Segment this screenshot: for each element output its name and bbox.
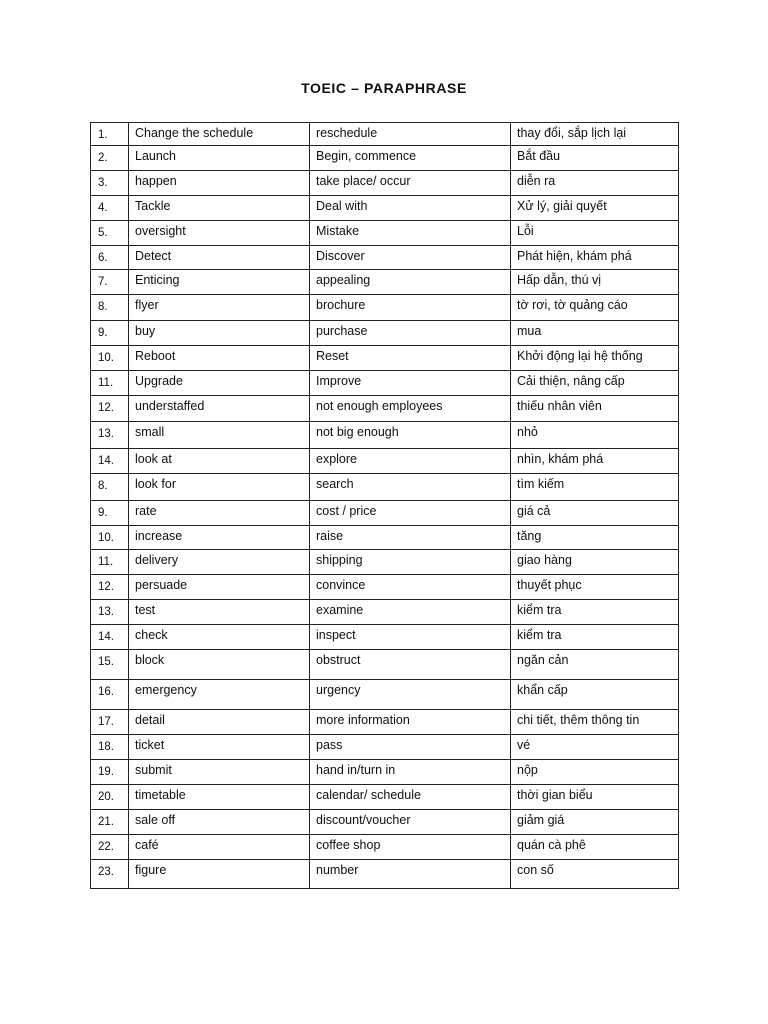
meaning-cell: thuyết phục [511,575,679,600]
table-row [91,575,679,600]
meaning-cell: nộp [511,760,679,785]
word-cell: happen [129,171,310,196]
table-row [91,550,679,575]
meaning-cell: Phát hiện, khám phá [511,246,679,270]
meaning-cell: giá cả [511,501,679,526]
row-number: 5. [91,221,129,246]
meaning-cell: chi tiết, thêm thông tin [511,710,679,735]
meaning-cell: kiểm tra [511,625,679,650]
meaning-cell: nhỏ [511,422,679,449]
synonym-cell: take place/ occur [310,171,511,196]
row-number: 18. [91,735,129,760]
row-number: 13. [91,600,129,625]
word-cell: ticket [129,735,310,760]
word-cell: café [129,835,310,860]
word-cell: Tackle [129,196,310,221]
synonym-cell: appealing [310,270,511,295]
meaning-cell: mua [511,321,679,346]
table-row [91,710,679,735]
table-row [91,760,679,785]
meaning-cell: nhìn, khám phá [511,449,679,474]
table-row [91,680,679,710]
word-cell: figure [129,860,310,889]
word-cell: Detect [129,246,310,270]
meaning-cell: ngăn cản [511,650,679,680]
table-row [91,600,679,625]
synonym-cell: purchase [310,321,511,346]
meaning-cell: Cải thiện, nâng cấp [511,371,679,396]
row-number: 13. [91,422,129,449]
synonym-cell: calendar/ schedule [310,785,511,810]
row-number: 22. [91,835,129,860]
table-row [91,625,679,650]
table-row [91,123,679,146]
row-number: 3. [91,171,129,196]
table-row [91,810,679,835]
synonym-cell: discount/voucher [310,810,511,835]
word-cell: persuade [129,575,310,600]
table-row [91,270,679,295]
word-cell: Change the schedule [129,123,310,146]
synonym-cell: Mistake [310,221,511,246]
table-row [91,860,679,889]
synonym-cell: number [310,860,511,889]
synonym-cell: inspect [310,625,511,650]
table-row [91,835,679,860]
word-cell: delivery [129,550,310,575]
table-row [91,321,679,346]
synonym-cell: brochure [310,295,511,321]
synonym-cell: reschedule [310,123,511,146]
synonym-cell: Improve [310,371,511,396]
synonym-cell: Discover [310,246,511,270]
table-row [91,735,679,760]
synonym-cell: raise [310,526,511,550]
row-number: 14. [91,449,129,474]
word-cell: emergency [129,680,310,710]
synonym-cell: more information [310,710,511,735]
row-number: 8. [91,474,129,501]
meaning-cell: giảm giá [511,810,679,835]
row-number: 21. [91,810,129,835]
synonym-cell: convince [310,575,511,600]
row-number: 7. [91,270,129,295]
meaning-cell: tìm kiếm [511,474,679,501]
synonym-cell: Deal with [310,196,511,221]
word-cell: check [129,625,310,650]
table-row [91,422,679,449]
word-cell: detail [129,710,310,735]
synonym-cell: urgency [310,680,511,710]
meaning-cell: thời gian biểu [511,785,679,810]
row-number: 12. [91,396,129,422]
table-row [91,474,679,501]
word-cell: look at [129,449,310,474]
word-cell: buy [129,321,310,346]
meaning-cell: tờ rơi, tờ quảng cáo [511,295,679,321]
table-row [91,246,679,270]
table-row [91,785,679,810]
table-row [91,501,679,526]
word-cell: oversight [129,221,310,246]
table-row [91,449,679,474]
meaning-cell: Bắt đầu [511,146,679,171]
synonym-cell: hand in/turn in [310,760,511,785]
word-cell: small [129,422,310,449]
meaning-cell: thiếu nhân viên [511,396,679,422]
word-cell: understaffed [129,396,310,422]
synonym-cell: obstruct [310,650,511,680]
synonym-cell: not big enough [310,422,511,449]
table-row [91,650,679,680]
meaning-cell: tăng [511,526,679,550]
row-number: 11. [91,371,129,396]
meaning-cell: diễn ra [511,171,679,196]
row-number: 4. [91,196,129,221]
row-number: 9. [91,321,129,346]
row-number: 15. [91,650,129,680]
row-number: 11. [91,550,129,575]
meaning-cell: giao hàng [511,550,679,575]
word-cell: Launch [129,146,310,171]
row-number: 10. [91,346,129,371]
meaning-cell: kiểm tra [511,600,679,625]
table-row [91,171,679,196]
meaning-cell: Hấp dẫn, thú vị [511,270,679,295]
table-body [91,123,679,889]
row-number: 9. [91,501,129,526]
word-cell: submit [129,760,310,785]
meaning-cell: Lỗi [511,221,679,246]
synonym-cell: examine [310,600,511,625]
row-number: 17. [91,710,129,735]
word-cell: rate [129,501,310,526]
row-number: 6. [91,246,129,270]
page-title: TOEIC – PARAPHRASE [301,80,467,96]
meaning-cell: Xử lý, giải quyết [511,196,679,221]
synonym-cell: cost / price [310,501,511,526]
synonym-cell: not enough employees [310,396,511,422]
table-row [91,396,679,422]
row-number: 19. [91,760,129,785]
row-number: 23. [91,860,129,889]
row-number: 2. [91,146,129,171]
table-row [91,371,679,396]
word-cell: test [129,600,310,625]
word-cell: increase [129,526,310,550]
word-cell: Upgrade [129,371,310,396]
row-number: 12. [91,575,129,600]
table-row [91,346,679,371]
meaning-cell: con số [511,860,679,889]
word-cell: Enticing [129,270,310,295]
synonym-cell: shipping [310,550,511,575]
paraphrase-table [90,122,679,889]
synonym-cell: explore [310,449,511,474]
word-cell: block [129,650,310,680]
word-cell: look for [129,474,310,501]
synonym-cell: Reset [310,346,511,371]
table-row [91,295,679,321]
row-number: 16. [91,680,129,710]
word-cell: Reboot [129,346,310,371]
row-number: 8. [91,295,129,321]
meaning-cell: quán cà phê [511,835,679,860]
row-number: 20. [91,785,129,810]
word-cell: sale off [129,810,310,835]
synonym-cell: coffee shop [310,835,511,860]
table-row [91,196,679,221]
synonym-cell: search [310,474,511,501]
synonym-cell: pass [310,735,511,760]
meaning-cell: Khởi động lại hệ thống [511,346,679,371]
table-row [91,526,679,550]
meaning-cell: khẩn cấp [511,680,679,710]
word-cell: flyer [129,295,310,321]
table-row [91,146,679,171]
meaning-cell: thay đổi, sắp lịch lại [511,123,679,146]
synonym-cell: Begin, commence [310,146,511,171]
word-cell: timetable [129,785,310,810]
row-number: 10. [91,526,129,550]
row-number: 1. [91,123,129,146]
row-number: 14. [91,625,129,650]
table-row [91,221,679,246]
meaning-cell: vé [511,735,679,760]
